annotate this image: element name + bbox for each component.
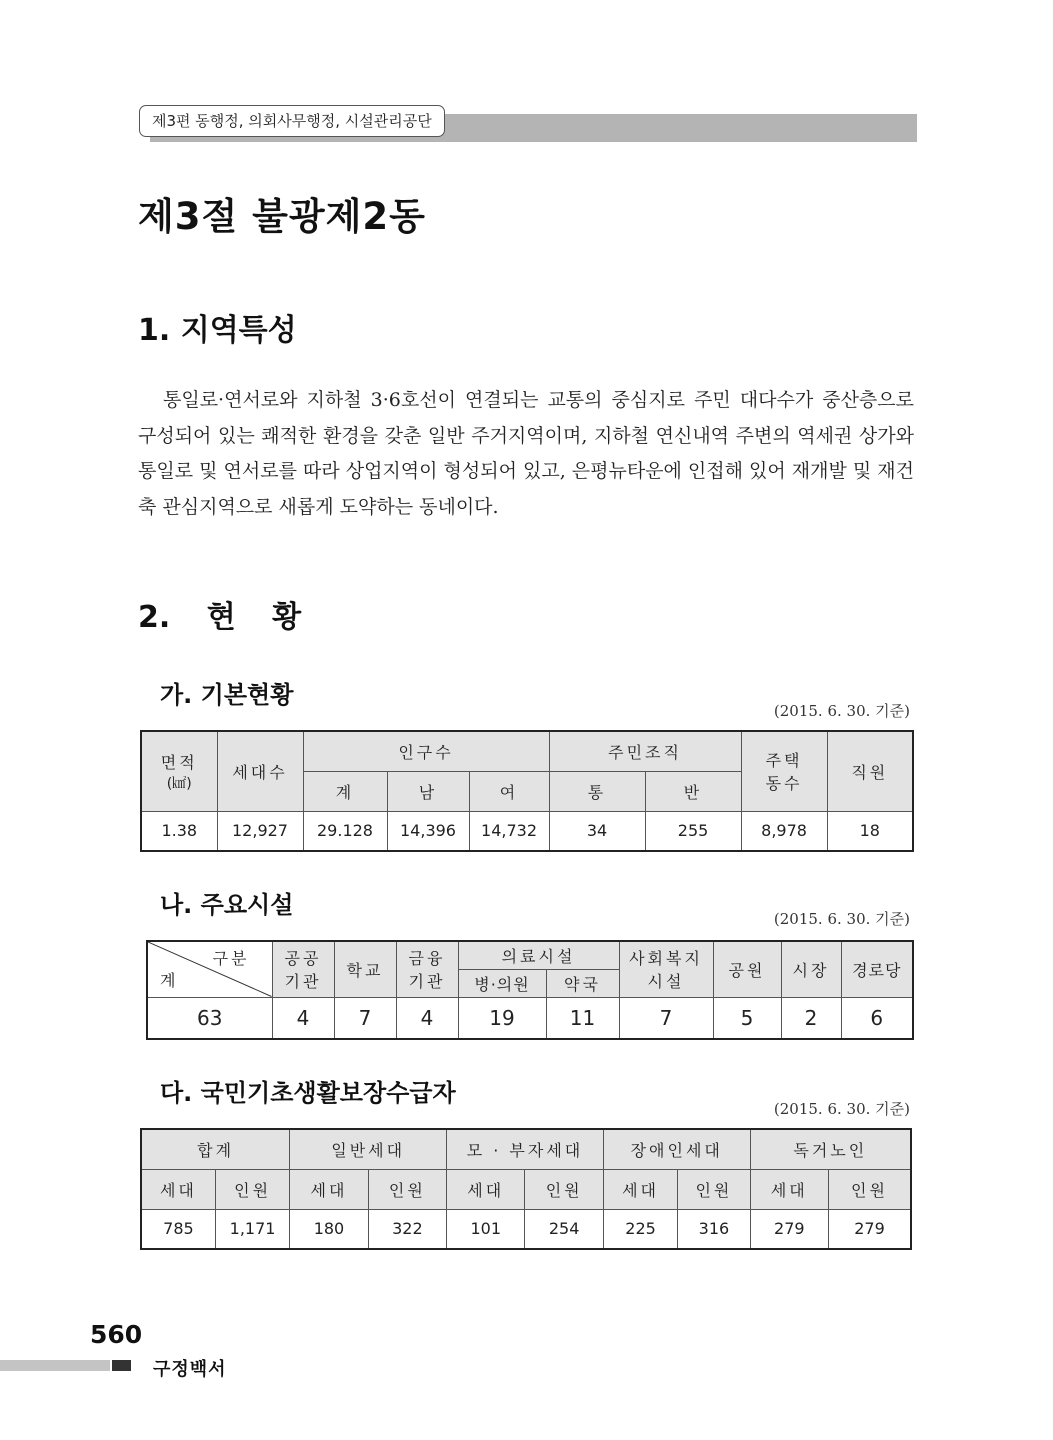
header-public-line1: 공공 [284,949,322,969]
facilities-title: 나. 주요시설 [160,891,294,919]
header-area-unit: (㎢) [166,775,192,792]
header-welfare-line1: 사회복지 [629,949,703,969]
chapter-title: 제3절 불광제2동 [138,195,426,238]
subheader-persons: 인원 [678,1169,750,1209]
table-row [147,997,913,1039]
table-cell: 255 [645,811,741,851]
header-hospital: 병·의원 [458,969,546,997]
subheader-households: 세대 [750,1169,828,1209]
region-description-paragraph [138,383,914,525]
table-row [141,1209,911,1249]
header-finance-line2: 기관 [408,972,446,992]
table-cell: 101 [447,1209,525,1249]
header-category: 구분 [212,949,250,968]
facilities-basis-date: (2015. 6. 30. 기준) [773,910,910,928]
subheader-row [141,1169,911,1209]
header-school: 학교 [334,941,396,997]
table-cell: 4 [272,997,334,1039]
header-total: 계 [160,970,179,990]
subheader-persons: 인원 [368,1169,446,1209]
header-category-total [147,941,272,997]
section-title-region: 1. 지역특성 [138,313,297,348]
basic-status-title: 가. 기본현황 [160,681,294,709]
header-finance [396,941,458,997]
header-housing [741,731,827,811]
table-row [141,811,913,851]
header-market: 시장 [781,941,841,997]
subheader-households: 세대 [290,1169,368,1209]
header-group-total: 합계 [141,1129,290,1169]
header-medical: 의료시설 [458,941,619,969]
header-pop-total: 계 [303,771,387,811]
subheader-persons: 인원 [215,1169,289,1209]
header-park: 공원 [713,941,781,997]
header-housing-line2: 동수 [765,774,803,794]
header-group-general: 일반세대 [290,1129,447,1169]
table-cell: 11 [546,997,619,1039]
header-public-line2: 기관 [284,972,322,992]
footer-square [112,1360,131,1371]
table-cell: 4 [396,997,458,1039]
table-cell: 322 [368,1209,446,1249]
table-cell: 279 [828,1209,911,1249]
header-resident-org: 주민조직 [549,731,741,771]
table-cell: 34 [549,811,645,851]
header-tong: 통 [549,771,645,811]
basic-status-table [140,730,914,852]
table-cell: 2 [781,997,841,1039]
subheader-households: 세대 [141,1169,215,1209]
table-cell: 180 [290,1209,368,1249]
table-cell: 279 [750,1209,828,1249]
table-cell: 6 [841,997,913,1039]
table-cell: 14,732 [469,811,549,851]
footer-bar [0,1360,110,1371]
table-cell: 225 [603,1209,677,1249]
basic-living-basis-date: (2015. 6. 30. 기준) [773,1100,910,1118]
header-group-disabled: 장애인세대 [603,1129,750,1169]
header-senior-center: 경로당 [841,941,913,997]
table-cell: 18 [827,811,913,851]
header-welfare-line2: 시설 [647,972,685,992]
subheader-persons: 인원 [828,1169,911,1209]
table-cell: 1.38 [141,811,217,851]
header-staff: 직원 [827,731,913,811]
basic-living-table [140,1128,912,1250]
subheader-households: 세대 [603,1169,677,1209]
header-area [141,731,217,811]
header-finance-line1: 금융 [408,949,446,969]
table-cell: 7 [334,997,396,1039]
header-pop-male: 남 [387,771,469,811]
table-cell: 19 [458,997,546,1039]
facilities-table [146,940,914,1040]
header-group-elderly-alone: 독거노인 [750,1129,911,1169]
section-title-status: 2. 현 황 [138,600,302,635]
basic-status-basis-date: (2015. 6. 30. 기준) [773,702,910,720]
table-cell: 5 [713,997,781,1039]
table-cell: 8,978 [741,811,827,851]
region-description-text: 통일로·연서로와 지하철 3·6호선이 연결되는 교통의 중심지로 주민 대다수가 중산층으로 구성되어 있는 쾌적한 환경을 갖춘 일반 주거지역이며, 지하철 연신내역 주변의 역세권 상가와 통일로 및 연서로를 따라 상업지역이 형성되어 있고, 은평뉴타운에 인접해 있어 재개발 및 재건축 관심지역으로 새롭게 도약하는 동네이다. [138,389,914,518]
basic-living-title: 다. 국민기초생활보장수급자 [160,1079,456,1107]
header-public-agency [272,941,334,997]
subheader-persons: 인원 [525,1169,603,1209]
header-households: 세대수 [217,731,303,811]
table-cell: 12,927 [217,811,303,851]
header-pharmacy: 약국 [546,969,619,997]
table-cell: 254 [525,1209,603,1249]
running-header-title: 제3편 동행정, 의회사무행정, 시설관리공단 [139,105,445,137]
header-area-label: 면적 [160,752,198,772]
table-cell: 14,396 [387,811,469,851]
header-ban: 반 [645,771,741,811]
header-group-single-parent: 모 · 부자세대 [447,1129,604,1169]
table-cell: 7 [619,997,713,1039]
table-cell: 63 [147,997,272,1039]
table-cell: 785 [141,1209,215,1249]
table-cell: 316 [678,1209,750,1249]
header-pop-female: 여 [469,771,549,811]
header-welfare [619,941,713,997]
group-header-row [141,1129,911,1169]
table-cell: 1,171 [215,1209,289,1249]
subheader-households: 세대 [447,1169,525,1209]
page-number: 560 [90,1320,143,1349]
book-title: 구정백서 [153,1359,227,1380]
header-housing-line1: 주택 [765,751,803,771]
table-cell: 29.128 [303,811,387,851]
header-population: 인구수 [303,731,549,771]
